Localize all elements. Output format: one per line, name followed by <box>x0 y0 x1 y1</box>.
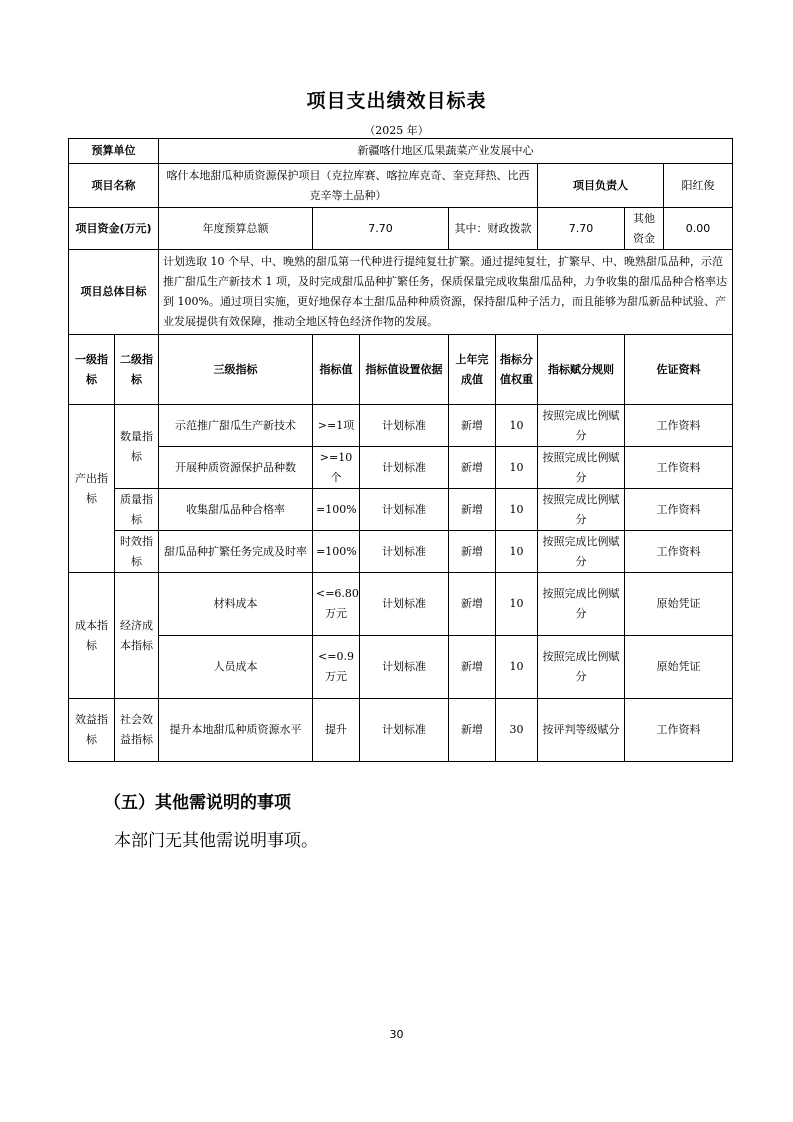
indicator-cell: 甜瓜品种扩繁任务完成及时率 <box>159 531 313 573</box>
table-row <box>69 164 733 208</box>
basis-cell: 计划标准 <box>360 531 449 573</box>
basis-cell: 计划标准 <box>360 447 449 489</box>
weight-cell: 10 <box>496 405 538 447</box>
rule-cell: 按评判等级赋分 <box>538 699 625 762</box>
value-cell: >=1项 <box>313 405 360 447</box>
project-leader-value: 阳红俊 <box>664 164 733 208</box>
level2-quantity: 数量指标 <box>115 405 159 489</box>
weight-cell: 10 <box>496 636 538 699</box>
table-row <box>69 531 733 573</box>
column-header: 一级指标 <box>69 335 115 405</box>
indicator-cell: 人员成本 <box>159 636 313 699</box>
value-cell: 提升 <box>313 699 360 762</box>
table-row <box>69 405 733 447</box>
budget-unit-value: 新疆喀什地区瓜果蔬菜产业发展中心 <box>159 139 733 164</box>
level2-economic-cost: 经济成本指标 <box>115 573 159 699</box>
prev-cell: 新增 <box>449 531 496 573</box>
value-cell: =100% <box>313 489 360 531</box>
rule-cell: 按照完成比例赋分 <box>538 573 625 636</box>
project-name-label: 项目名称 <box>69 164 159 208</box>
value-cell: =100% <box>313 531 360 573</box>
fiscal-value: 7.70 <box>538 208 625 250</box>
project-name-value: 喀什本地甜瓜种质资源保护项目（克拉库赛、喀拉库克奇、奎克拜热、比西克辛等土品种） <box>159 164 538 208</box>
rule-cell: 按照完成比例赋分 <box>538 447 625 489</box>
evidence-cell: 工作资料 <box>625 447 733 489</box>
table-row <box>69 699 733 762</box>
evidence-cell: 工作资料 <box>625 699 733 762</box>
basis-cell: 计划标准 <box>360 636 449 699</box>
section-text: 本部门无其他需说明事项。 <box>114 831 318 851</box>
weight-cell: 10 <box>496 489 538 531</box>
budget-unit-label: 预算单位 <box>69 139 159 164</box>
indicator-cell: 示范推广甜瓜生产新技术 <box>159 405 313 447</box>
prev-cell: 新增 <box>449 573 496 636</box>
table-row <box>69 573 733 636</box>
column-header: 佐证资料 <box>625 335 733 405</box>
level1-output: 产出指标 <box>69 405 115 573</box>
overall-goal-label: 项目总体目标 <box>69 250 159 335</box>
table-row <box>69 447 733 489</box>
column-header: 指标值 <box>313 335 360 405</box>
value-cell: <=0.9万元 <box>313 636 360 699</box>
column-header: 指标赋分规则 <box>538 335 625 405</box>
page-number: 30 <box>389 1028 404 1041</box>
annual-budget-label: 年度预算总额 <box>159 208 313 250</box>
table-header-row <box>69 335 733 405</box>
rule-cell: 按照完成比例赋分 <box>538 405 625 447</box>
column-header: 指标分值权重 <box>496 335 538 405</box>
page-title: 项目支出绩效目标表 <box>306 90 487 112</box>
indicator-cell: 收集甜瓜品种合格率 <box>159 489 313 531</box>
weight-cell: 30 <box>496 699 538 762</box>
weight-cell: 10 <box>496 447 538 489</box>
rule-cell: 按照完成比例赋分 <box>538 636 625 699</box>
weight-cell: 10 <box>496 573 538 636</box>
project-funds-label: 项目资金(万元) <box>69 208 159 250</box>
other-funds-label: 其他资金 <box>625 208 664 250</box>
overall-goal-text: 计划选取 10 个早、中、晚熟的甜瓜第一代种进行提纯复壮扩繁。通过提纯复壮，扩繁早、中、晚熟甜瓜品种，示范推广甜瓜生产新技术 1 项，及时完成甜瓜品种扩繁任务，保质保量完成收集甜瓜品种，力争收集的甜瓜品种合格率达到 100%。通过项目实施，更好地保存本土甜瓜品种种质资源，保持甜瓜种子活力，而且能够为甜瓜新品种试验、产业发展提供有效保障，推动全地区特色经济作物的发展。 <box>159 250 733 335</box>
evidence-cell: 工作资料 <box>625 531 733 573</box>
level1-cost: 成本指标 <box>69 573 115 699</box>
prev-cell: 新增 <box>449 447 496 489</box>
project-leader-label: 项目负责人 <box>538 164 664 208</box>
weight-cell: 10 <box>496 531 538 573</box>
evidence-cell: 工作资料 <box>625 489 733 531</box>
fiscal-label: 其中：财政拨款 <box>449 208 538 250</box>
other-funds-value: 0.00 <box>664 208 733 250</box>
table-row <box>69 250 733 335</box>
basis-cell: 计划标准 <box>360 699 449 762</box>
indicator-cell: 材料成本 <box>159 573 313 636</box>
year-label: （2025 年） <box>364 124 429 137</box>
value-cell: <=6.80万元 <box>313 573 360 636</box>
annual-budget-value: 7.70 <box>313 208 449 250</box>
rule-cell: 按照完成比例赋分 <box>538 489 625 531</box>
table-row <box>69 636 733 699</box>
indicator-cell: 提升本地甜瓜种质资源水平 <box>159 699 313 762</box>
prev-cell: 新增 <box>449 489 496 531</box>
level1-benefit: 效益指标 <box>69 699 115 762</box>
indicator-cell: 开展种质资源保护品种数 <box>159 447 313 489</box>
column-header: 二级指标 <box>115 335 159 405</box>
evidence-cell: 工作资料 <box>625 405 733 447</box>
evidence-cell: 原始凭证 <box>625 573 733 636</box>
value-cell: >=10个 <box>313 447 360 489</box>
section-heading: （五）其他需说明的事项 <box>104 793 291 813</box>
column-header: 上年完成值 <box>449 335 496 405</box>
column-header: 指标值设置依据 <box>360 335 449 405</box>
level2-timeliness: 时效指标 <box>115 531 159 573</box>
basis-cell: 计划标准 <box>360 489 449 531</box>
basis-cell: 计划标准 <box>360 405 449 447</box>
rule-cell: 按照完成比例赋分 <box>538 531 625 573</box>
level2-social-benefit: 社会效益指标 <box>115 699 159 762</box>
evidence-cell: 原始凭证 <box>625 636 733 699</box>
column-header: 三级指标 <box>159 335 313 405</box>
table-row <box>69 489 733 531</box>
prev-cell: 新增 <box>449 636 496 699</box>
table-row <box>69 139 733 164</box>
level2-quality: 质量指标 <box>115 489 159 531</box>
table-row <box>69 208 733 250</box>
basis-cell: 计划标准 <box>360 573 449 636</box>
prev-cell: 新增 <box>449 405 496 447</box>
prev-cell: 新增 <box>449 699 496 762</box>
performance-table <box>68 138 733 762</box>
